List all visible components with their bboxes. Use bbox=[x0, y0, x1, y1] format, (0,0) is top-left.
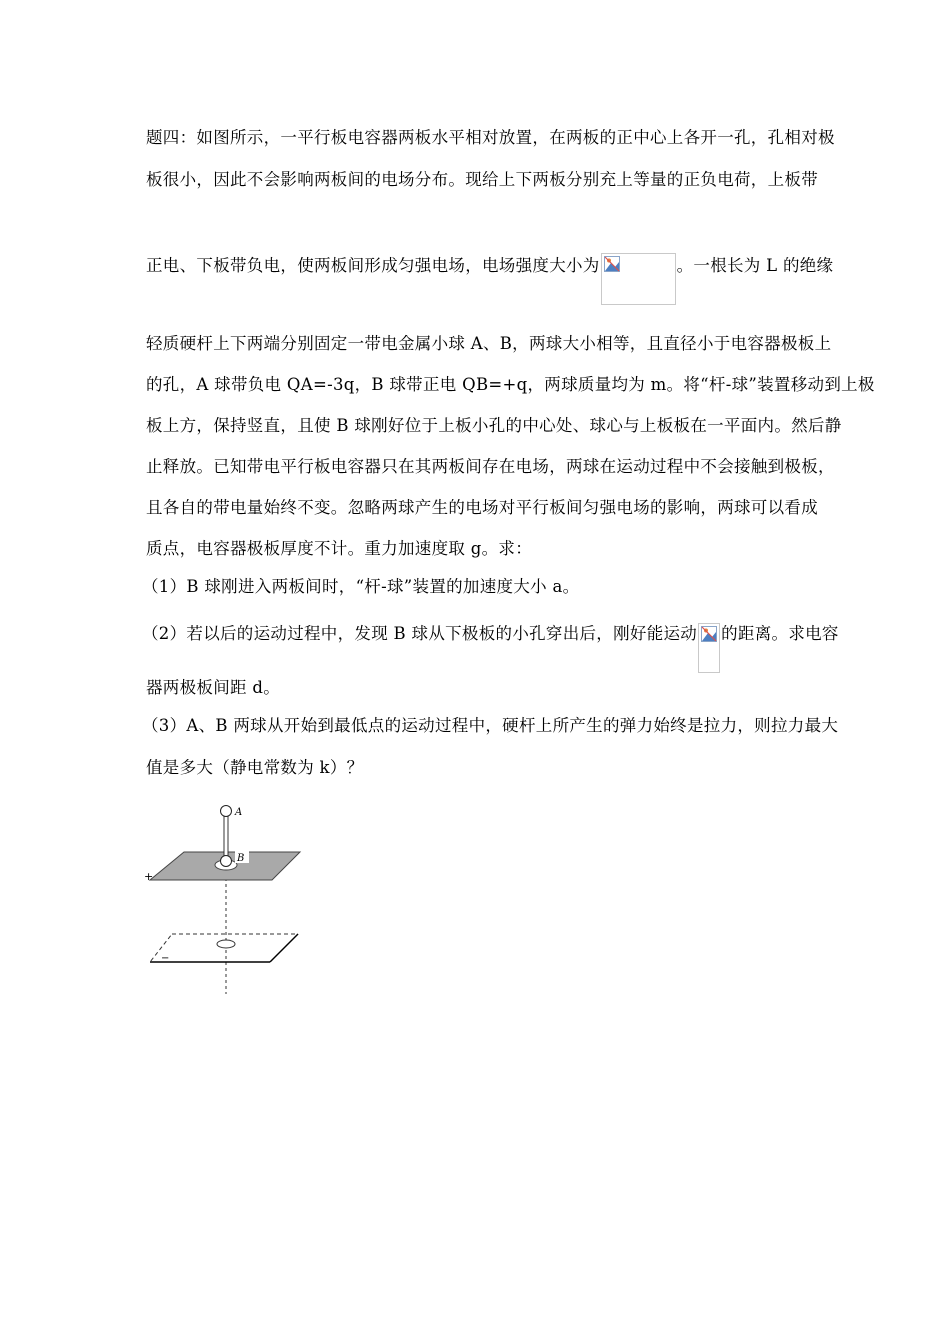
problem-line-7: 止释放。已知带电平行板电容器只在其两板间存在电场，两球在运动过程中不会接触到极板， bbox=[146, 457, 835, 476]
problem-line-8: 且各自的带电量始终不变。忽略两球产生的电场对平行板间匀强电场的影响，两球可以看成 bbox=[146, 498, 818, 517]
problem-line-5: 的孔，A 球带负电 QA=-3q，B 球带正电 QB=+q，两球质量均为 m。将“杆-球”装置移动到上极 bbox=[146, 375, 875, 394]
question-3-line-1: （3）A、B 两球从开始到最低点的运动过程中，硬杆上所产生的弹力始终是拉力，则拉力最大 bbox=[142, 716, 839, 735]
label-minus: − bbox=[161, 953, 170, 964]
problem-line-1: 题四：如图所示，一平行板电容器两板水平相对放置，在两板的正中心上各开一孔，孔相对极 bbox=[146, 128, 835, 147]
ball-a bbox=[221, 806, 232, 817]
field-strength-formula-image bbox=[601, 253, 676, 305]
ball-b bbox=[221, 856, 232, 867]
problem-line-4: 轻质硬杆上下两端分别固定一带电金属小球 A、B，两球大小相等，且直径小于电容器极板上 bbox=[146, 334, 832, 353]
question-2-before: （2）若以后的运动过程中，发现 B 球从下极板的小孔穿出后，刚好能运动 bbox=[142, 624, 698, 643]
label-plus: + bbox=[144, 870, 154, 883]
question-2-line-2: 器两极板间距 d。 bbox=[146, 678, 281, 697]
problem-line-3-after: 。一根长为 L 的绝缘 bbox=[676, 256, 834, 275]
problem-line-9: 质点，电容器极板厚度不计。重力加速度取 g。求： bbox=[146, 539, 533, 558]
problem-line-3 bbox=[146, 256, 833, 276]
distance-formula-image bbox=[698, 623, 720, 673]
question-1: （1）B 球刚进入两板间时，“杆-球”装置的加速度大小 a。 bbox=[142, 577, 580, 596]
label-a: A bbox=[235, 807, 243, 818]
problem-line-3-before: 正电、下板带负电，使两板间形成匀强电场，电场强度大小为 bbox=[146, 256, 600, 275]
problem-line-6: 板上方，保持竖直，且使 B 球刚好位于上板小孔的中心处、球心与上板板在一平面内。然后静 bbox=[146, 416, 842, 435]
question-3-line-2: 值是多大（静电常数为 k）？ bbox=[146, 758, 364, 777]
capacitor-figure bbox=[140, 798, 310, 998]
question-2 bbox=[142, 624, 839, 644]
problem-line-2: 板很小，因此不会影响两板间的电场分布。现给上下两板分别充上等量的正负电荷，上板带 bbox=[146, 170, 818, 189]
label-b: B bbox=[237, 853, 245, 864]
broken-image-icon bbox=[701, 626, 717, 642]
question-2-after: 的距离。求电容 bbox=[721, 624, 839, 643]
broken-image-icon bbox=[604, 256, 620, 272]
lower-plate-hole bbox=[217, 940, 235, 948]
lower-plate-right-edge bbox=[270, 934, 298, 962]
